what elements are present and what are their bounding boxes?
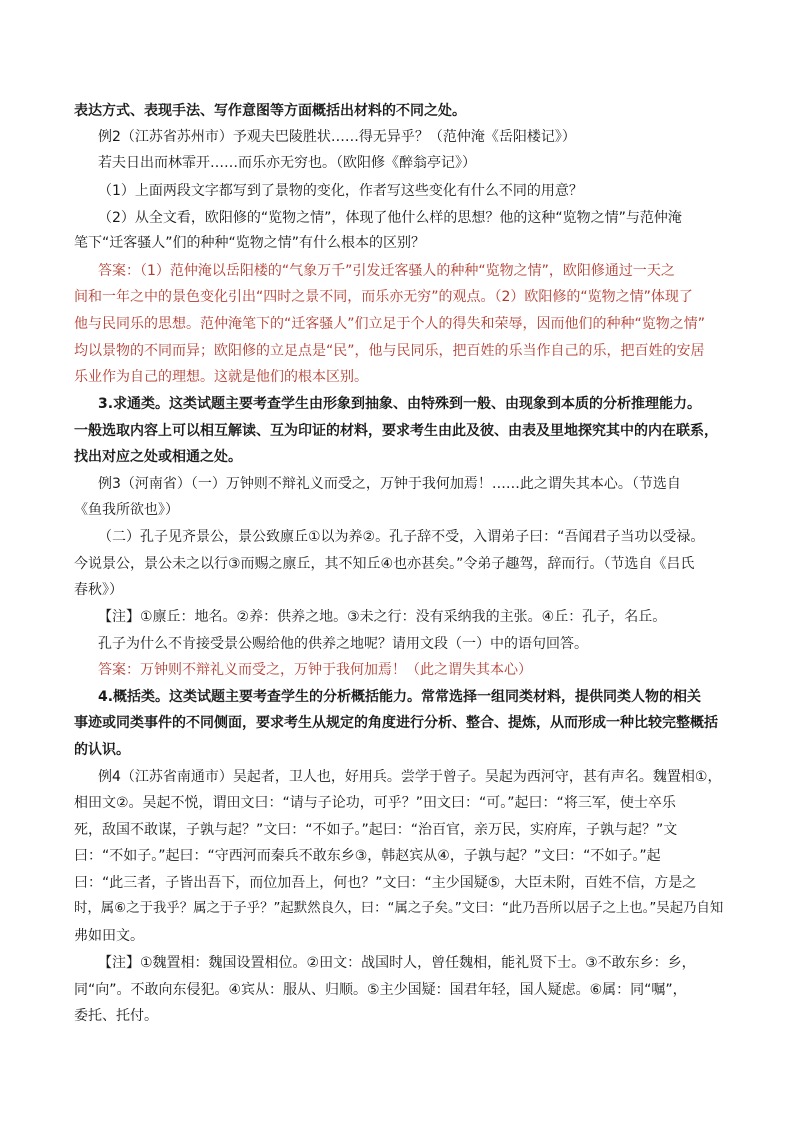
- text-line: 相田文②。吴起不悦，谓田文曰：“请与子论功，可乎？”田文曰：“可。”起曰：“将三军，使士卒乐: [74, 795, 676, 811]
- text-line: （2）从全文看，欧阳修的“览物之情”，体现了他什么样的思想？他的这种“览物之情”与范仲淹: [98, 210, 682, 226]
- answer-line: 乐业作为自己的理想。这就是他们的根本区别。: [74, 369, 368, 385]
- text-line: 《鱼我所欲也》）: [74, 502, 179, 518]
- text-line: 笔下“迁客骚人”们的种种“览物之情”有什么根本的区别？: [74, 235, 426, 251]
- text-line: 弗如田文。: [74, 928, 144, 944]
- text-line: （1）上面两段文字都写到了景物的变化，作者写这些变化有什么不同的用意？: [98, 183, 583, 199]
- section-heading: 3.求通类。这类试题主要考查学生由形象到抽象、由特殊到一般、由现象到本质的分析推理能力。: [98, 396, 702, 412]
- note-line: 【注】①魏置相：魏国设置相位。②田文：战国时人，曾任魏相，能礼贤下士。③不敢东乡：乡，: [98, 955, 696, 971]
- text-line: 表达方式、表现手法、写作意图等方面概括出材料的不同之处。: [74, 103, 466, 119]
- text-line: 例4（江苏省南通市）吴起者，卫人也，好用兵。尝学于曾子。吴起为西河守，甚有声名。魏置相①，: [98, 769, 722, 785]
- answer-line: 答案：（1）范仲淹以岳阳楼的“气象万千”引发迁客骚人的种种“览物之情”，欧阳修通过一天之: [98, 263, 675, 279]
- answer-line: 他与民同乐的思想。范仲淹笔下的“迁客骚人”们立足于个人的得失和荣辱，因而他们的种种“览物之情”: [74, 316, 706, 332]
- text-line: 的认识。: [74, 742, 130, 758]
- note-line: 委托、托付。: [74, 1008, 158, 1024]
- text-line: 时，属⑥之于我乎？属之于子乎？”起默然良久，曰：“属之子矣。”文曰：“此乃吾所以居子之上也。”吴起乃自知: [74, 901, 724, 916]
- text-line: 若夫日出而林霏开……而乐亦无穷也。（欧阳修《醉翁亭记》）: [98, 155, 476, 171]
- question-line: 孔子为什么不肯接受景公赐给他的供养之地呢？请用文段（一）中的语句回答。: [98, 636, 588, 652]
- text-line: 事迹或同类事件的不同侧面，要求考生从规定的角度进行分析、整合、提炼，从而形成一种比较完整概括: [74, 715, 718, 731]
- text-line: 曰：“不如子。”起曰：“守西河而秦兵不敢东乡③，韩赵宾从④，子孰与起？”文曰：“不如子。”起: [74, 848, 661, 864]
- note-line: 【注】①廪丘：地名。②养：供养之地。③未之行：没有采纳我的主张。④丘：孔子，名丘。: [98, 609, 667, 625]
- text-line: 曰：“此三者，子皆出吾下，而位加吾上，何也？”文曰：“主少国疑⑤，大臣未附，百姓不信，方是之: [74, 875, 697, 891]
- section-heading: 4.概括类。这类试题主要考查学生的分析概括能力。常常选择一组同类材料，提供同类人物的相关: [98, 689, 702, 705]
- note-line: 同“向”。不敢向东侵犯。④宾从：服从、归顺。⑤主少国疑：国君年轻，国人疑虑。⑥属：同“嘱”，: [74, 982, 687, 998]
- answer-line: 间和一年之中的景色变化引出“四时之景不同，而乐亦无穷”的观点。（2）欧阳修的“览物之情”体现了: [74, 289, 693, 305]
- text-line: 一般选取内容上可以相互解读、互为印证的材料，要求考生由此及彼、由表及里地探究其中的内在联系，: [74, 423, 718, 439]
- answer-line: 答案：万钟则不辩礼义而受之，万钟于我何加焉！（此之谓失其本心）: [98, 662, 532, 678]
- text-line: 例3（河南省）（一）万钟则不辩礼义而受之，万钟于我何加焉！……此之谓失其本心。（节选自: [98, 476, 681, 492]
- text-line: 找出对应之处或相通之处。: [74, 449, 242, 465]
- answer-line: 均以景物的不同而异；欧阳修的立足点是“民”，他与民同乐，把百姓的乐当作自己的乐，把百姓的安居: [74, 343, 705, 359]
- text-line: 例2（江苏省苏州市）予观夫巴陵胜状……得无异乎？（范仲淹《岳阳楼记》）: [98, 129, 576, 145]
- text-line: 死，敌国不敢谋，子孰与起？”文曰：“不如子。”起曰：“治百官，亲万民，实府库，子孰与起？”文: [74, 822, 678, 838]
- text-line: 今说景公，景公未之以行③而赐之廪丘，其不知丘④也亦甚矣。”令弟子趣驾，辞而行。（节选自《吕氏: [74, 556, 695, 572]
- text-line: （二）孔子见齐景公，景公致廪丘①以为养②。孔子辞不受，入谓弟子曰：“吾闻君子当功以受禄。: [98, 529, 705, 545]
- text-line: 春秋》）: [74, 582, 123, 598]
